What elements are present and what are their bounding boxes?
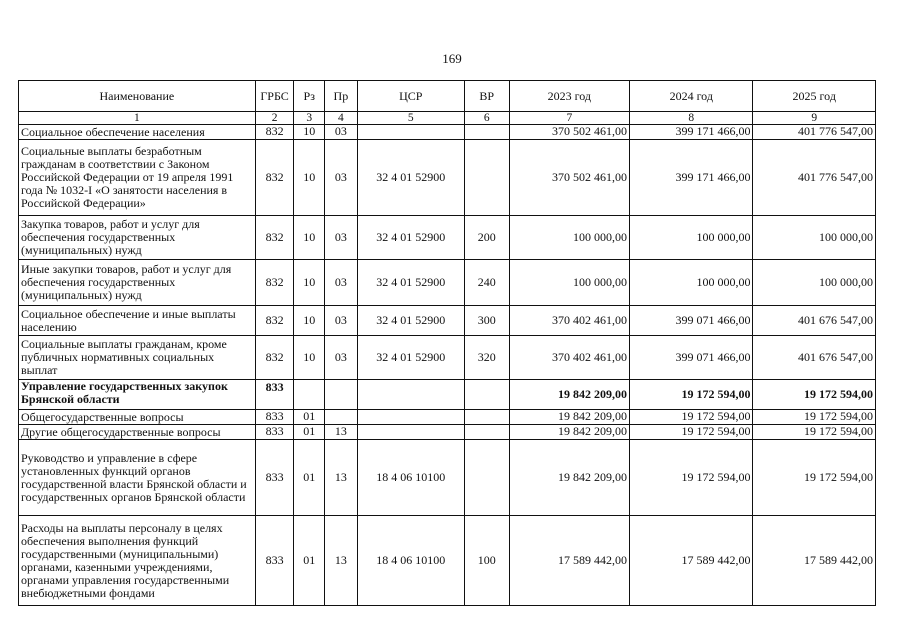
row-2025: 401 676 547,00	[753, 336, 876, 380]
table-row	[19, 140, 876, 216]
row-grbs: 832	[255, 306, 294, 336]
row-rz: 01	[294, 410, 325, 425]
row-name: Социальное обеспечение и иные выплаты населению	[19, 306, 256, 336]
table-row	[19, 336, 876, 380]
row-name: Расходы на выплаты персоналу в целях обеспечения выполнения функций государственными (муниципальными) органами, казенными учреждениями, органами управления государственными внебюджетными фондами	[19, 516, 256, 606]
row-rz: 01	[294, 440, 325, 516]
row-name: Управление государственных закупок Брянской области	[19, 380, 256, 410]
row-csr	[357, 125, 464, 140]
row-vr: 240	[464, 260, 509, 306]
header-csr: ЦСР	[357, 81, 464, 112]
row-name: Закупка товаров, работ и услуг для обеспечения государственных (муниципальных) нужд	[19, 216, 256, 260]
row-2024: 19 172 594,00	[630, 410, 753, 425]
row-rz: 10	[294, 306, 325, 336]
page-number: 169	[442, 51, 462, 66]
row-grbs: 833	[255, 516, 294, 606]
column-number-row	[19, 112, 876, 125]
row-csr: 32 4 01 52900	[357, 260, 464, 306]
row-vr: 200	[464, 216, 509, 260]
row-csr: 18 4 06 10100	[357, 516, 464, 606]
column-number: 8	[630, 112, 753, 125]
header-grbs: ГРБС	[255, 81, 294, 112]
row-2024: 100 000,00	[630, 260, 753, 306]
header-2025: 2025 год	[753, 81, 876, 112]
row-2025: 19 172 594,00	[753, 440, 876, 516]
row-2023: 370 502 461,00	[509, 125, 629, 140]
row-csr	[357, 425, 464, 440]
row-pr	[325, 410, 358, 425]
row-2024: 399 071 466,00	[630, 306, 753, 336]
row-2025: 19 172 594,00	[753, 380, 876, 410]
row-2024: 399 171 466,00	[630, 125, 753, 140]
row-2024: 19 172 594,00	[630, 380, 753, 410]
row-2023: 17 589 442,00	[509, 516, 629, 606]
row-2023: 19 842 209,00	[509, 440, 629, 516]
row-2025: 401 676 547,00	[753, 306, 876, 336]
row-2024: 100 000,00	[630, 216, 753, 260]
row-vr	[464, 440, 509, 516]
row-name: Социальные выплаты гражданам, кроме публичных нормативных социальных выплат	[19, 336, 256, 380]
row-2023: 100 000,00	[509, 260, 629, 306]
row-csr: 32 4 01 52900	[357, 216, 464, 260]
row-grbs: 833	[255, 425, 294, 440]
row-2024: 399 071 466,00	[630, 336, 753, 380]
row-grbs: 832	[255, 140, 294, 216]
header-rz: Рз	[294, 81, 325, 112]
header-2023: 2023 год	[509, 81, 629, 112]
row-vr	[464, 380, 509, 410]
table-row	[19, 410, 876, 425]
row-csr: 32 4 01 52900	[357, 306, 464, 336]
column-number: 4	[325, 112, 358, 125]
row-rz: 10	[294, 140, 325, 216]
row-rz: 10	[294, 260, 325, 306]
row-csr: 32 4 01 52900	[357, 336, 464, 380]
budget-table	[18, 80, 876, 606]
row-vr	[464, 125, 509, 140]
table-row	[19, 516, 876, 606]
header-2024: 2024 год	[630, 81, 753, 112]
row-pr: 03	[325, 260, 358, 306]
row-name: Социальное обеспечение населения	[19, 125, 256, 140]
table-row	[19, 260, 876, 306]
row-vr: 300	[464, 306, 509, 336]
column-number: 1	[19, 112, 256, 125]
row-csr	[357, 380, 464, 410]
row-csr: 18 4 06 10100	[357, 440, 464, 516]
table-row	[19, 380, 876, 410]
row-2023: 19 842 209,00	[509, 410, 629, 425]
row-2024: 17 589 442,00	[630, 516, 753, 606]
row-rz: 10	[294, 216, 325, 260]
row-2023: 19 842 209,00	[509, 425, 629, 440]
row-2023: 19 842 209,00	[509, 380, 629, 410]
row-pr: 13	[325, 516, 358, 606]
row-2024: 19 172 594,00	[630, 440, 753, 516]
row-2023: 370 502 461,00	[509, 140, 629, 216]
row-name: Другие общегосударственные вопросы	[19, 425, 256, 440]
row-vr: 100	[464, 516, 509, 606]
row-rz: 01	[294, 516, 325, 606]
header-name: Наименование	[19, 81, 256, 112]
row-2025: 401 776 547,00	[753, 140, 876, 216]
table-row	[19, 425, 876, 440]
row-vr	[464, 140, 509, 216]
row-vr	[464, 410, 509, 425]
column-number: 9	[753, 112, 876, 125]
column-number: 6	[464, 112, 509, 125]
row-grbs: 832	[255, 216, 294, 260]
row-2025: 17 589 442,00	[753, 516, 876, 606]
row-pr: 03	[325, 216, 358, 260]
row-2024: 399 171 466,00	[630, 140, 753, 216]
row-2025: 401 776 547,00	[753, 125, 876, 140]
row-rz	[294, 380, 325, 410]
row-vr	[464, 425, 509, 440]
row-rz: 01	[294, 425, 325, 440]
row-vr: 320	[464, 336, 509, 380]
row-pr: 03	[325, 125, 358, 140]
row-2024: 19 172 594,00	[630, 425, 753, 440]
table-row	[19, 306, 876, 336]
row-name: Руководство и управление в сфере установленных функций органов государственной власти Брянской области и государственных органов Брянской области	[19, 440, 256, 516]
row-grbs: 833	[255, 380, 294, 410]
row-2025: 19 172 594,00	[753, 425, 876, 440]
row-grbs: 832	[255, 336, 294, 380]
column-number: 5	[357, 112, 464, 125]
row-pr: 03	[325, 336, 358, 380]
column-number: 3	[294, 112, 325, 125]
row-rz: 10	[294, 336, 325, 380]
row-csr: 32 4 01 52900	[357, 140, 464, 216]
header-vr: ВР	[464, 81, 509, 112]
row-pr: 03	[325, 306, 358, 336]
row-name: Социальные выплаты безработным гражданам в соответствии с Законом Российской Федерации от 19 апреля 1991 года № 1032-I «О занятости населения в Российской Федерации»	[19, 140, 256, 216]
row-rz: 10	[294, 125, 325, 140]
row-2023: 370 402 461,00	[509, 306, 629, 336]
row-2025: 100 000,00	[753, 216, 876, 260]
row-grbs: 832	[255, 260, 294, 306]
table-header-row	[19, 81, 876, 112]
row-name: Иные закупки товаров, работ и услуг для обеспечения государственных (муниципальных) нужд	[19, 260, 256, 306]
table-row	[19, 216, 876, 260]
column-number: 2	[255, 112, 294, 125]
header-pr: Пр	[325, 81, 358, 112]
column-number: 7	[509, 112, 629, 125]
table-row	[19, 125, 876, 140]
row-2023: 370 402 461,00	[509, 336, 629, 380]
row-2025: 19 172 594,00	[753, 410, 876, 425]
row-pr: 03	[325, 140, 358, 216]
row-csr	[357, 410, 464, 425]
row-pr	[325, 380, 358, 410]
row-2025: 100 000,00	[753, 260, 876, 306]
row-pr: 13	[325, 425, 358, 440]
row-grbs: 833	[255, 410, 294, 425]
row-name: Общегосударственные вопросы	[19, 410, 256, 425]
row-pr: 13	[325, 440, 358, 516]
row-grbs: 832	[255, 125, 294, 140]
table-row	[19, 440, 876, 516]
row-2023: 100 000,00	[509, 216, 629, 260]
row-grbs: 833	[255, 440, 294, 516]
